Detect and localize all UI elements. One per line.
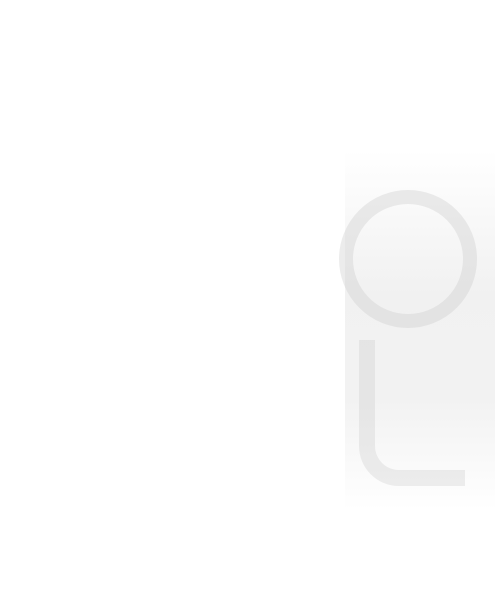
background-watermark (345, 150, 495, 510)
